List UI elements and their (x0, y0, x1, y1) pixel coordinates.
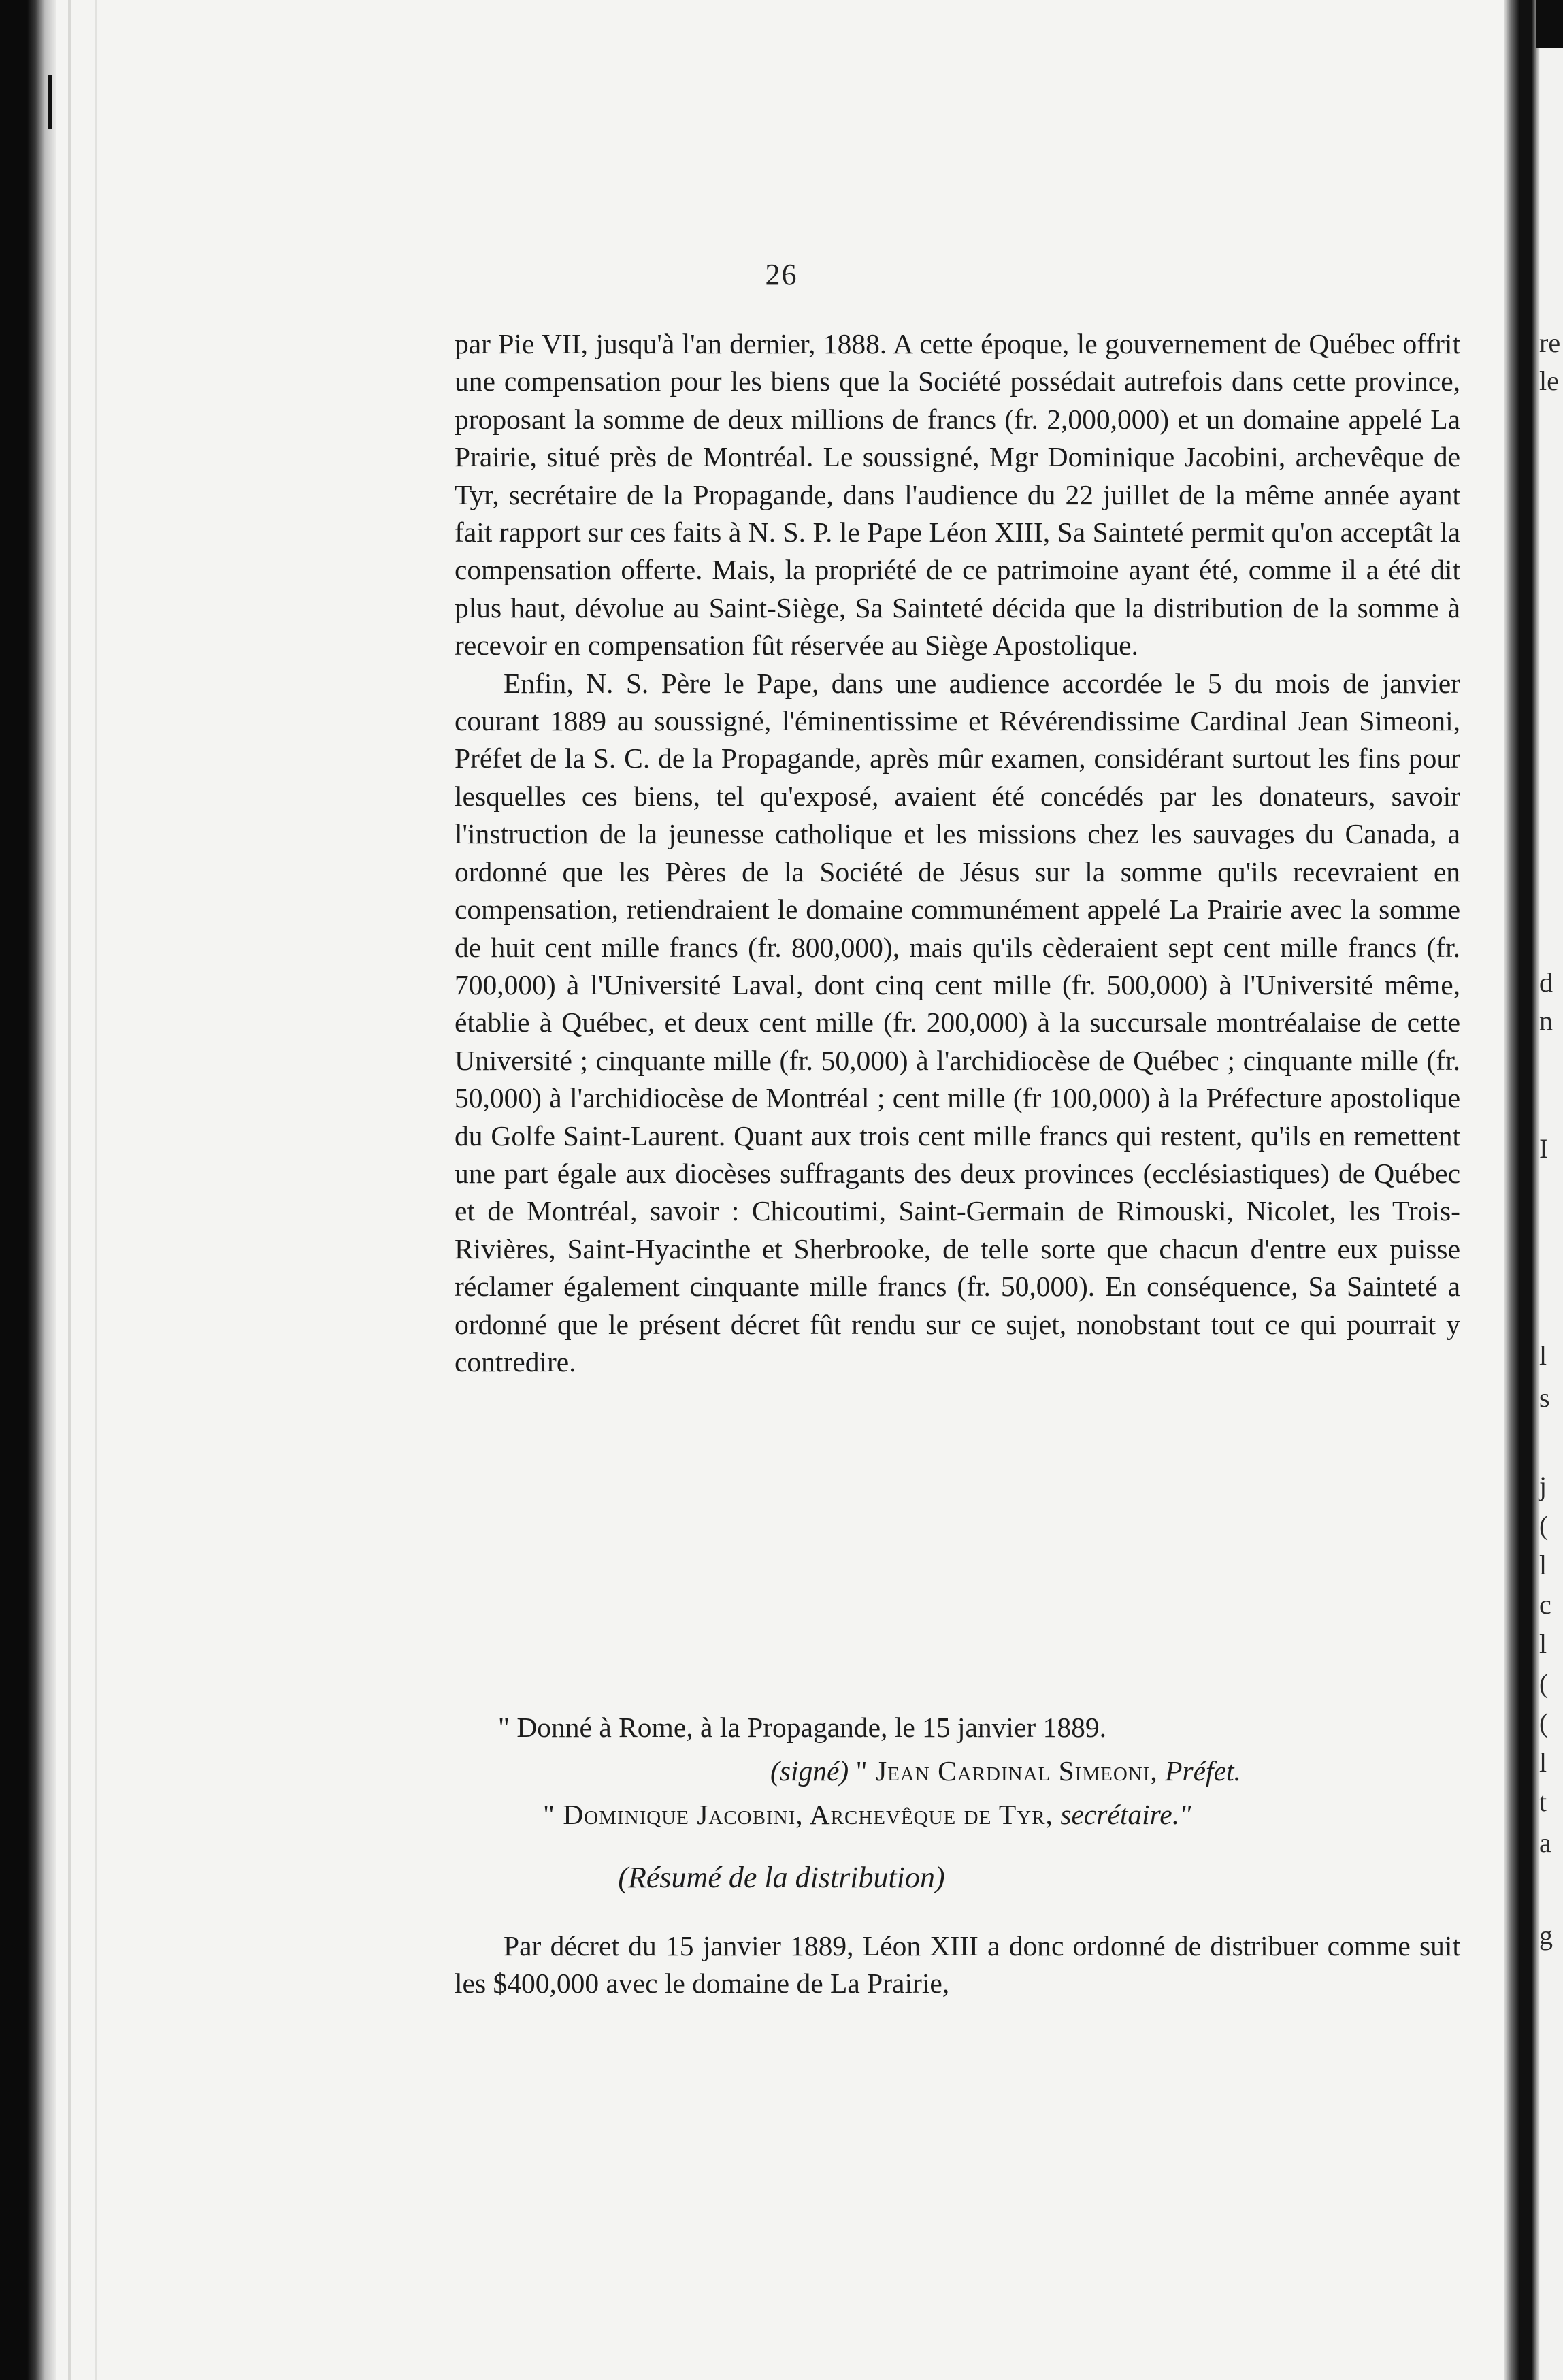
paragraph-2: Enfin, N. S. Père le Pape, dans une audience accordée le 5 du mois de janvier courant 1889 au soussigné, l'éminentissime et Révérendissime Cardinal Jean Simeoni, Préfet de la S. C. de la Propagande, après mûr examen, considérant surtout les fins pour lesquelles ces biens, tel qu'exposé, avaient été concédés par les donateurs, savoir l'instruction de la jeunesse catholique et les missions chez les sauvages du Canada, a ordonné que les Pères de la Société de Jésus sur la somme qu'ils recevraient en compensation, retiendraient le domaine communément appelé La Prairie avec la somme de huit cent mille francs (fr. 800,000), mais qu'ils cèderaient sept cent mille francs (fr. 700,000) à l'Université Laval, dont cinq cent mille (fr. 500,000) à l'Université même, établie à Québec, et deux cent mille (fr. 200,000) à la succursale montréalaise de cette Université ; cinquante mille (fr. 50,000) à l'archidiocèse de Québec ; cinquante mille (fr. 50,000) à l'archidiocèse de Montréal ; cent mille (fr 100,000) à la Préfecture apostolique du Golfe Saint-Laurent. Quant aux trois cent mille francs qui restent, qu'ils en remettent une part égale aux diocèses suffragants des deux provinces (ecclésiastiques) de Québec et de Montréal, savoir : Chicoutimi, Saint-Germain de Rimouski, Nicolet, les Trois-Rivières, Saint-Hyacinthe et Sherbrooke, de telle sorte que chacun d'entre eux puisse réclamer également cinquante mille francs (fr. 50,000). En conséquence, Sa Sainteté a ordonné que le présent décret fût rendu sur ce sujet, nonobstant tout ce qui pourrait y contredire. (455, 667, 1460, 1378)
margin-peek-text: re (1539, 327, 1561, 358)
margin-peek-text: l (1539, 1747, 1547, 1778)
margin-peek-text: ( (1539, 1510, 1549, 1541)
body-text (455, 325, 1460, 1381)
margin-peek-text: I (1539, 1133, 1549, 1164)
archbishop-signature-line (543, 1794, 1191, 1835)
binding-mark (48, 75, 52, 129)
margin-peek-text: l (1539, 1629, 1547, 1659)
given-at-line: " Donné à Rome, à la Propagande, le 15 janvier 1889. (498, 1712, 1106, 1743)
binding-fold-line-2 (95, 0, 97, 2380)
page-number: 26 (765, 258, 798, 291)
archbishop-title: secrétaire." (1060, 1799, 1191, 1830)
paragraph-1: par Pie VII, jusqu'à l'an dernier, 1888. A cette époque, le gouvernement de Québec offrit une compensation pour les biens que la Société possédait autrefois dans cette province, proposant la somme de deux millions de francs (fr. 2,000,000) et un domaine appelé La Prairie, situé près de Montréal. Le soussigné, Mgr Dominique Jacobini, archevêque de Tyr, secrétaire de la Propagande, dans l'audience du 22 juillet de la même année ayant fait rapport sur ces faits à N. S. P. le Pape Léon XIII, Sa Sainteté permit qu'on acceptât la compensation offerte. Mais, la propriété de ce patrimoine ayant été, comme il a été dit plus haut, dévolue au Saint-Siège, Sa Sainteté décida que la distribution de la somme à recevoir en compensation fût réservée au Siège Apostolique. (455, 328, 1460, 662)
signed-label: (signé) (770, 1755, 849, 1787)
margin-peek-text: g (1539, 1920, 1553, 1951)
margin-peek-text: n (1539, 1005, 1553, 1036)
margin-peek-text: t (1539, 1787, 1547, 1817)
margin-peek-text: s (1539, 1382, 1550, 1413)
margin-peek-text: l (1539, 1550, 1547, 1580)
binding-shadow (0, 0, 56, 2380)
binding-fold-line (68, 0, 71, 2380)
margin-peek-text: c (1539, 1589, 1551, 1620)
margin-peek-text: l (1539, 1340, 1547, 1371)
margin-peek-text: le (1539, 365, 1559, 396)
margin-peek-text: d (1539, 967, 1553, 998)
archbishop-name: " Dominique Jacobini, Archevêque de Tyr, (543, 1799, 1053, 1830)
margin-peek-text: j (1539, 1471, 1547, 1501)
margin-peek-text: ( (1539, 1668, 1549, 1699)
section-heading: (Résumé de la distribution) (618, 1861, 945, 1894)
margin-peek-text: a (1539, 1827, 1551, 1858)
page-edge-corner (1536, 0, 1563, 48)
final-paragraph: Par décret du 15 janvier 1889, Léon XIII a donc ordonné de distribuer comme suit les $400,000 avec le domaine de La Prairie, (455, 1930, 1460, 2000)
margin-peek-text: ( (1539, 1708, 1549, 1738)
cardinal-name: " Jean Cardinal Simeoni, (855, 1755, 1158, 1787)
cardinal-signature-line (770, 1750, 1241, 1791)
cardinal-title: Préfet. (1165, 1755, 1241, 1787)
